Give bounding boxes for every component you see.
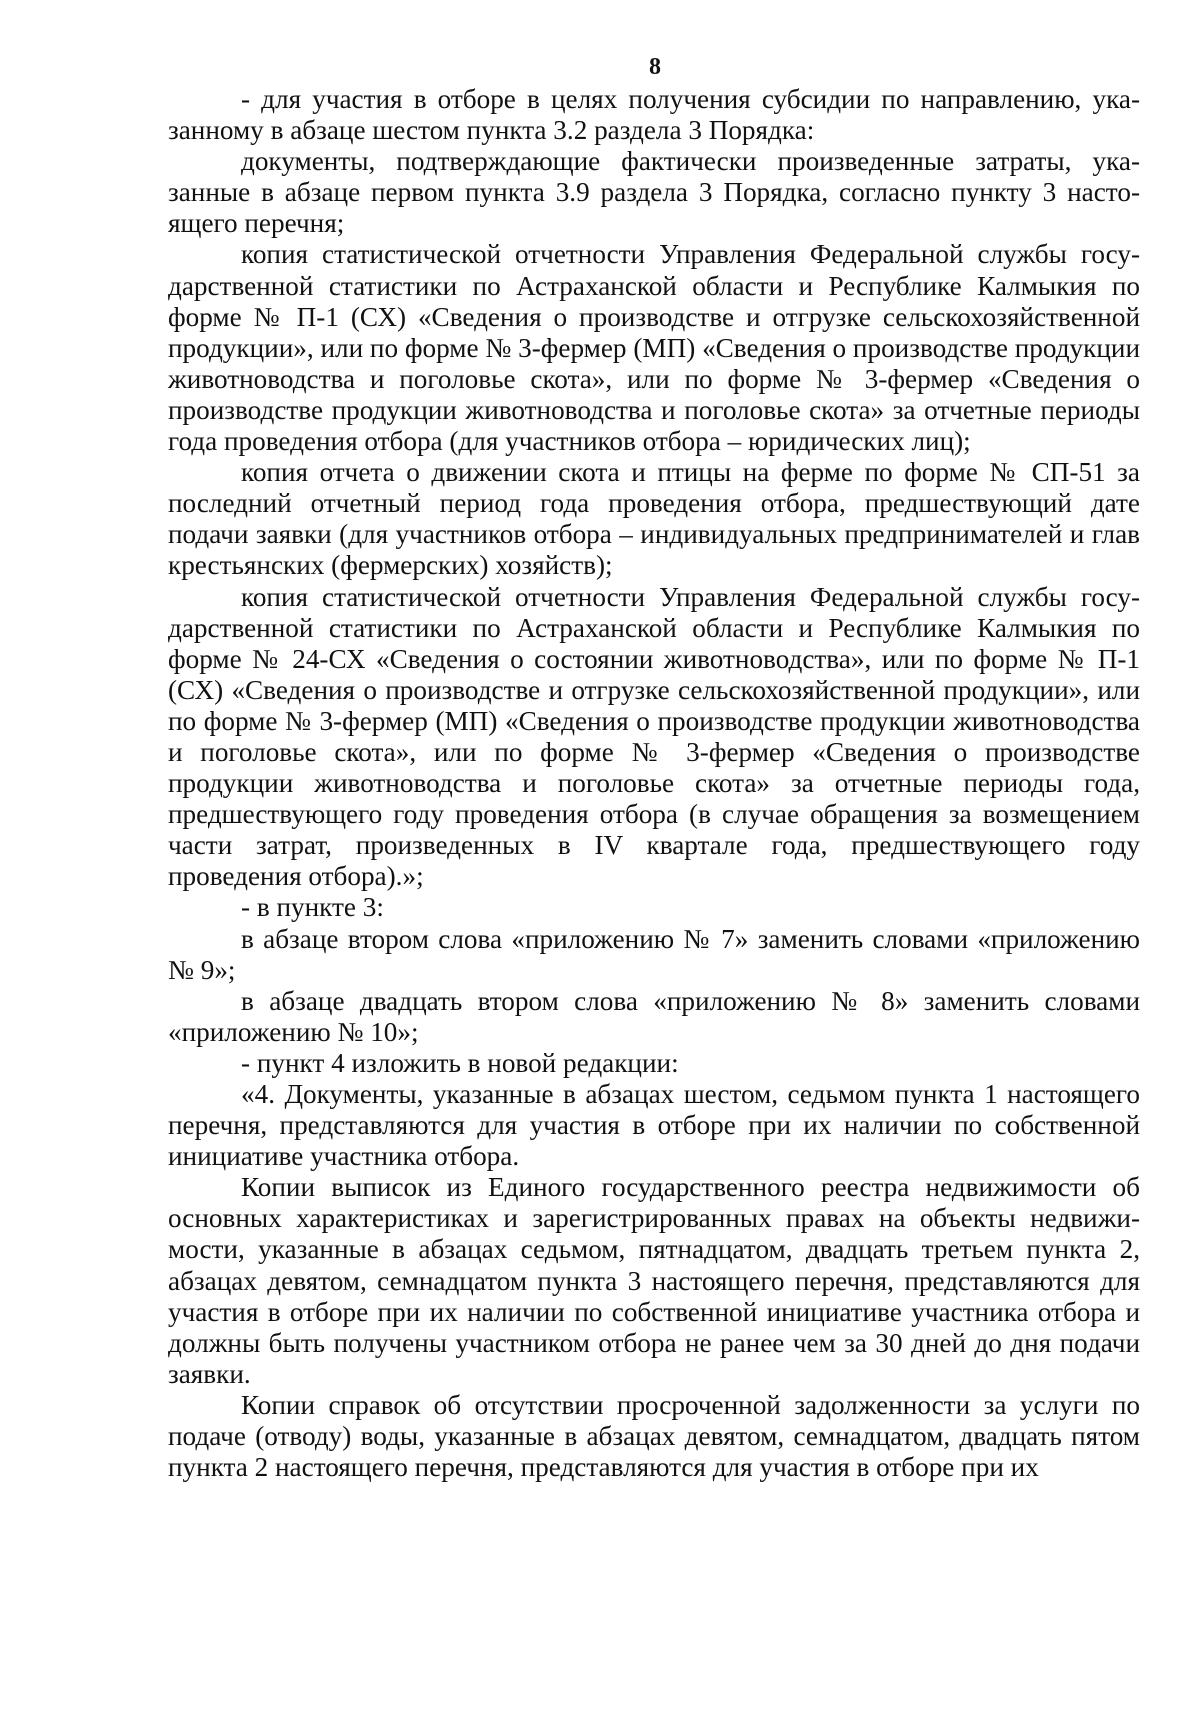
paragraph: копия статистической отчетности Управления Федеральной службы государственной статистики по Астраханской области и Республике Калмыкия по форме № П-1 (СХ) «Сведения о производстве и отгрузке сельскохозяйственной продукции», или по форме № 3-фермер (МП) «Сведения о производстве продукции животноводства и поголовье скота», или по форме № 3-фермер «Сведения о производстве продукции животноводства и поголовье скота» за отчетные периоды года проведения отбора (для участников отбора – юридических лиц); <box>168 239 1140 457</box>
paragraph: - для участия в отборе в целях получения субсидии по направлению, указанному в абзаце шестом пункта 3.2 раздела 3 Порядка: <box>168 84 1140 146</box>
paragraph: «4. Документы, указанные в абзацах шестом, седьмом пункта 1 настоящего перечня, представляются для участия в отборе при их наличии по собственной инициативе участника отбора. <box>168 1079 1140 1172</box>
page-number: 8 <box>649 54 661 80</box>
paragraph: документы, подтверждающие фактически произведенные затраты, указанные в абзаце первом пункта 3.9 раздела 3 Порядка, согласно пункту 3 настоящего перечня; <box>168 146 1140 239</box>
paragraph: Копии выписок из Единого государственного реестра недвижимости об основных характеристиках и зарегистрированных правах на объекты недвижимости, указанные в абзацах седьмом, пятнадцатом, двадцать третьем пункта 2, абзацах девятом, семнадцатом пункта 3 настоящего перечня, представляются для участия в отборе при их наличии по собственной инициативе участника отбора и должны быть получены участником отбора не ранее чем за 30 дней до дня подачи заявки. <box>168 1172 1140 1389</box>
paragraph: копия отчета о движении скота и птицы на ферме по форме № СП-51 за последний отчетный период года проведения отбора, предшествующий дате подачи заявки (для участников отбора – индивидуальных предпринимателей и глав крестьянских (фермерских) хозяйств); <box>168 457 1140 581</box>
paragraph: - в пункте 3: <box>241 892 384 923</box>
paragraph: в абзаце двадцать втором слова «приложению № 8» заменить словами «приложению № 10»; <box>168 985 1140 1047</box>
paragraph: - пункт 4 изложить в новой редакции: <box>241 1047 679 1078</box>
paragraph: Копии справок об отсутствии просроченной задолженности за услуги по подаче (отводу) воды, указанные в абзацах девятом, семнадцатом, двадцать пятом пункта 2 настоящего перечня, представляются для участия в отборе при их <box>168 1389 1140 1483</box>
paragraph: в абзаце втором слова «приложению № 7» заменить словами «приложению № 9»; <box>168 923 1140 985</box>
paragraph: копия статистической отчетности Управления Федеральной службы государственной статистики по Астраханской области и Республике Калмыкия по форме № 24-СХ «Сведения о состоянии животноводства», или по форме № П-1 (СХ) «Сведения о производстве и отгрузке сельскохозяйственной продукции», или по форме № 3-фермер (МП) «Сведения о производстве продукции животноводства и поголовье скота», или по форме № 3-фермер «Сведения о производстве продукции животноводства и поголовье скота» за отчетные периоды года, предшествующего году проведения отбора (в случае обращения за возмещением части затрат, произведенных в IV квартале года, предшествующего году проведения отбора).»; <box>168 581 1140 892</box>
document-body <box>168 84 1140 1483</box>
